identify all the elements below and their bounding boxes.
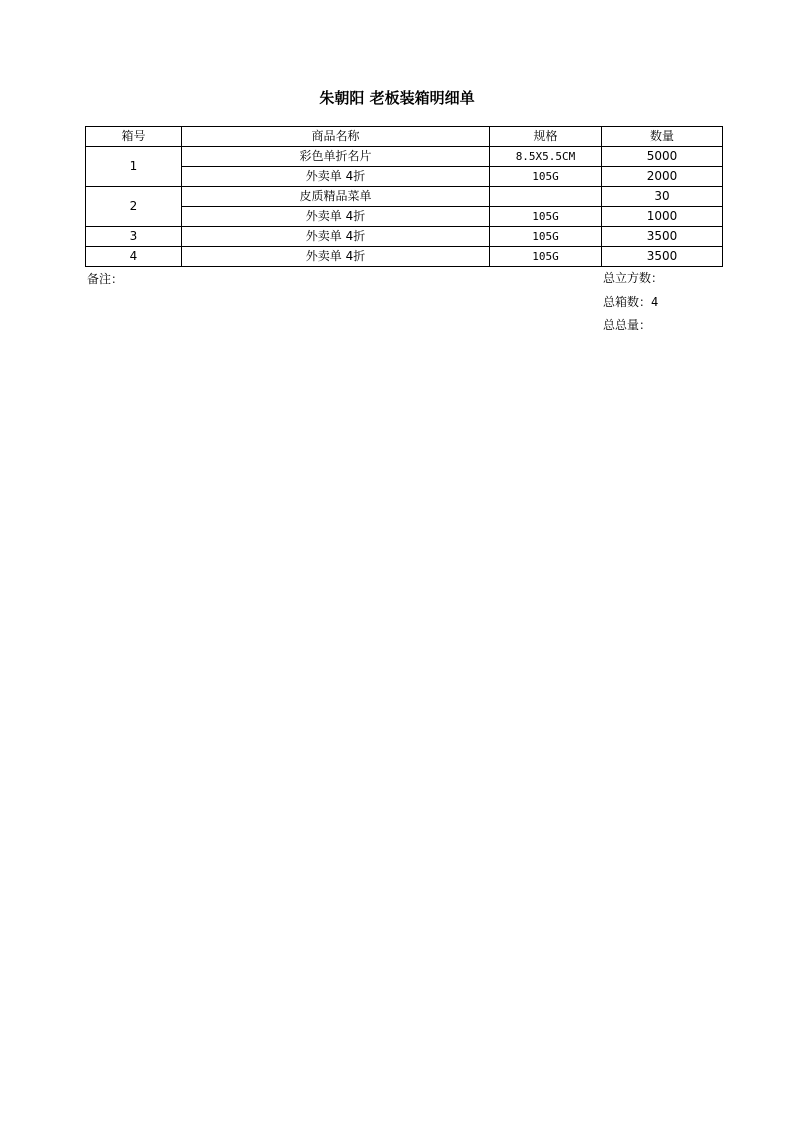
table-row [86,147,723,167]
header-product-name: 商品名称 [182,127,490,147]
cell-quantity: 1000 [602,207,723,227]
total-weight-label: 总总量： [603,318,652,332]
header-box-number: 箱号 [86,127,182,147]
cell-quantity: 3500 [602,247,723,267]
table-row [86,207,723,227]
packing-list-table [85,126,723,267]
summary-total-weight [603,317,651,333]
cell-specification: 105G [490,167,602,187]
cell-box-number: 2 [86,187,182,227]
document-title: 朱朝阳 老板装箱明细单 [319,89,475,107]
total-volume-label: 总立方数： [603,271,664,285]
header-specification: 规格 [490,127,602,147]
cell-quantity: 3500 [602,227,723,247]
cell-product-name: 外卖单 4折 [182,207,490,227]
cell-quantity: 5000 [602,147,723,167]
total-boxes-label: 总箱数： [603,295,652,309]
cell-box-number: 3 [86,227,182,247]
cell-product-name: 外卖单 4折 [182,247,490,267]
table-row [86,167,723,187]
table-header-row [86,127,723,147]
cell-specification: 105G [490,227,602,247]
cell-box-number: 1 [86,147,182,187]
remark-label: 备注： [87,272,124,286]
cell-product-name: 外卖单 4折 [182,167,490,187]
cell-product-name: 外卖单 4折 [182,227,490,247]
cell-product-name: 彩色单折名片 [182,147,490,167]
table-row [86,187,723,207]
cell-product-name: 皮质精品菜单 [182,187,490,207]
table-row [86,247,723,267]
table-row [86,227,723,247]
cell-quantity: 30 [602,187,723,207]
summary-total-volume [603,270,663,286]
cell-quantity: 2000 [602,167,723,187]
cell-specification [490,187,602,207]
cell-specification: 105G [490,207,602,227]
cell-box-number: 4 [86,247,182,267]
cell-specification: 105G [490,247,602,267]
summary-total-boxes [603,294,658,310]
total-boxes-value: 4 [651,295,659,309]
cell-specification: 8.5X5.5CM [490,147,602,167]
header-quantity: 数量 [602,127,723,147]
